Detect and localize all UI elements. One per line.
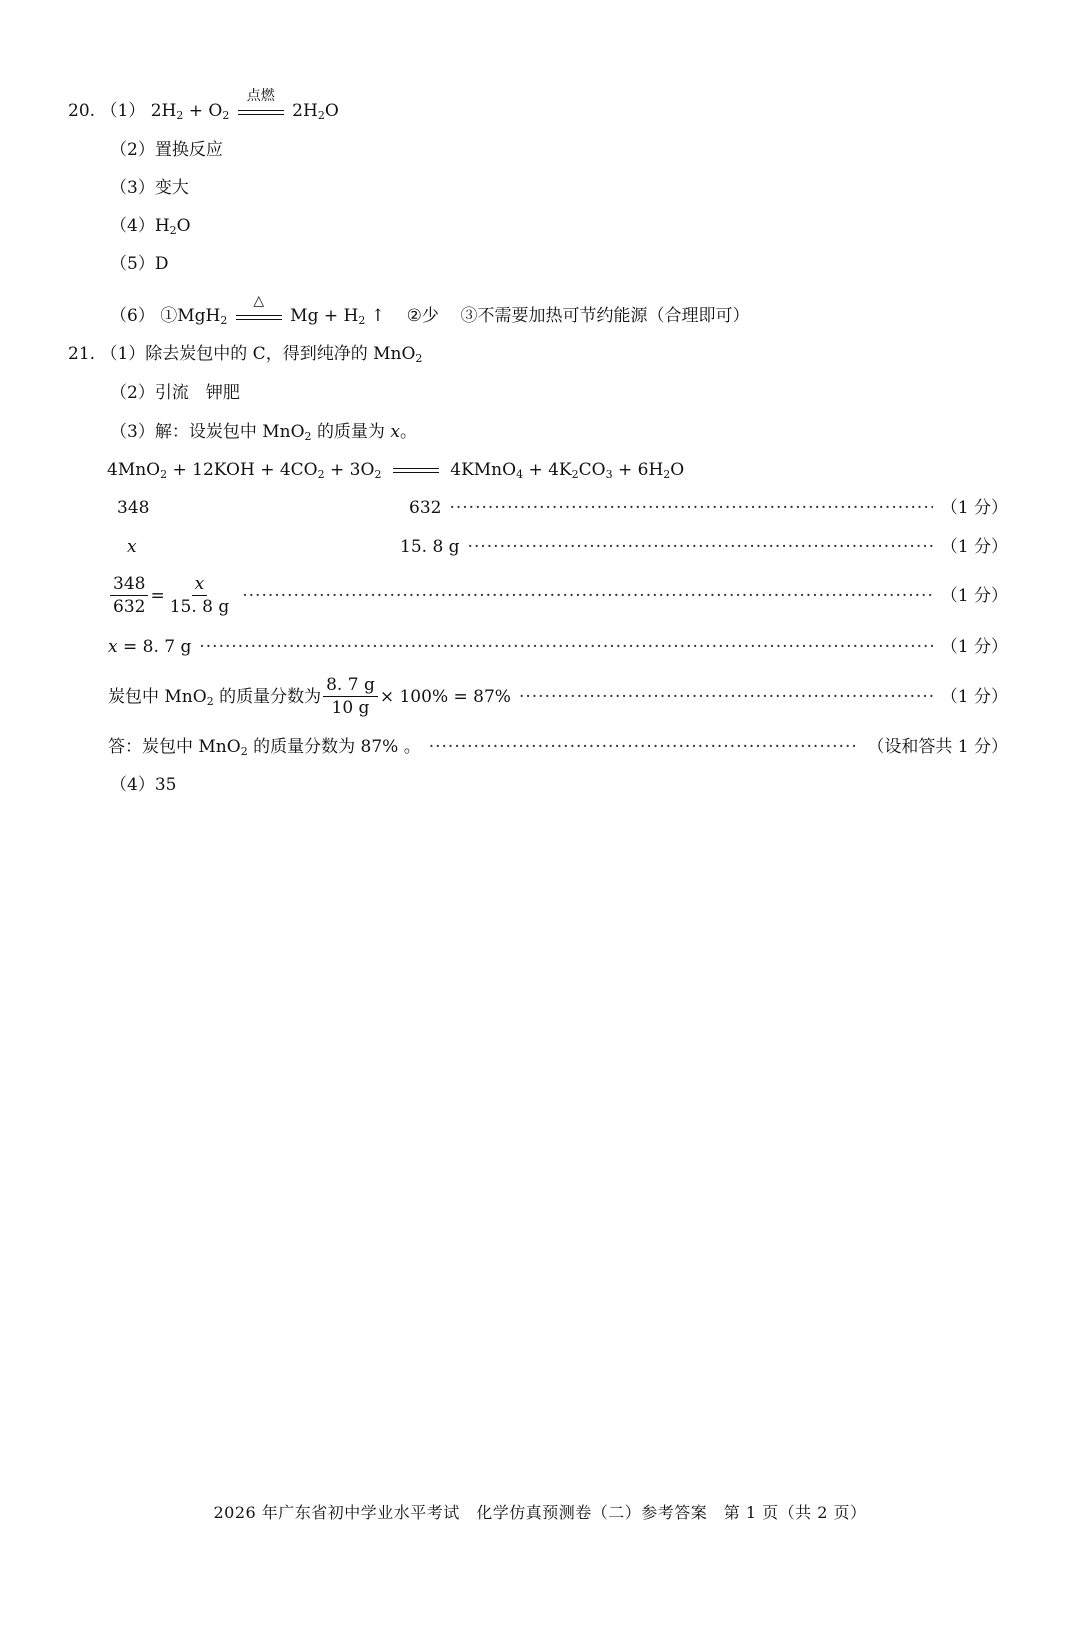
- q20-p2-label: （2）: [110, 140, 155, 160]
- q20-p1-label: （1）: [100, 101, 146, 121]
- q20-p1-eq-left: $2H_2 + O_2$: [150, 101, 230, 122]
- q20-part2: [110, 139, 223, 161]
- page-footer: 2026 年广东省初中学业水平考试 化学仿真预测卷（二）参考答案 第 1 页（共 2 页）: [213, 1503, 867, 1522]
- score-mark: （1 分）: [940, 686, 1008, 707]
- mass-fraction-text: 炭包中 MnO$_2$ 的质量分数为: [108, 686, 322, 708]
- q21-part2: [110, 382, 240, 404]
- q20-p6-c: ③不需要加热可节约能源（合理即可）: [460, 306, 750, 326]
- q21-p2-text: 引流 钾肥: [154, 383, 240, 403]
- q21-p2-label: （2）: [110, 383, 155, 403]
- q21-p4-label: （4）: [110, 775, 155, 795]
- q20-part5: [110, 253, 168, 275]
- q21-part1: [68, 343, 422, 365]
- mass-fraction-row: [108, 674, 1008, 719]
- q21-p1-label: （1）: [100, 344, 146, 364]
- var-row: [0, 536, 1008, 558]
- q20-p5-text: D: [154, 254, 169, 274]
- proportion-row: [108, 573, 1008, 618]
- chemical-equation: $4MnO_2 + 12KOH + 4CO_2 + 3O_2$ 4KMnO$_4$ + $4K_2CO_3 + 6H_2O$: [107, 460, 685, 481]
- q20-number: 20.: [68, 101, 96, 121]
- reaction-condition-ignite: 点燃: [238, 108, 284, 115]
- equals-sign: =: [150, 585, 165, 606]
- score-mark: （1 分）: [940, 637, 1008, 657]
- answer-text: 答：炭包中 MnO$_2$ 的质量分数为 87% 。: [108, 737, 421, 758]
- ratio-left: 348: [117, 498, 150, 518]
- q20-p6-b: ②少: [406, 306, 439, 326]
- q20-p6-label: （6）: [110, 306, 155, 326]
- q20-p4-label: （4）: [110, 216, 155, 236]
- leader-dots: [242, 585, 933, 607]
- score-mark: （1 分）: [940, 537, 1008, 557]
- leader-dots: [468, 536, 933, 558]
- var-right: 15. 8 g: [400, 537, 460, 557]
- score-mark: （设和答共 1 分）: [867, 737, 1008, 757]
- q20-part3: [110, 177, 189, 199]
- score-mark: （1 分）: [940, 585, 1008, 606]
- q20-p6-products: $Mg + H_2$ ↑: [290, 306, 385, 327]
- q20-part6: [110, 293, 750, 327]
- q20-p4-text: $H_2O$: [154, 216, 191, 237]
- q20-part1: [68, 88, 339, 122]
- q20-p2-text: 置换反应: [154, 140, 223, 160]
- q20-p3-label: （3）: [110, 178, 155, 198]
- q20-p6-equation: ①MgH$_2$: [160, 306, 228, 327]
- result-row: [108, 636, 1008, 658]
- leader-dots: [199, 636, 932, 658]
- equals-double-bar: [393, 468, 439, 473]
- q20-part4: [110, 215, 191, 237]
- q21-p4-text: 35: [154, 775, 177, 795]
- q21-p1-text: 除去炭包中的 C，得到纯净的 MnO$_2$: [145, 344, 423, 365]
- percentage-result: × 100% = 87%: [379, 686, 511, 707]
- ratio-right: 632: [409, 498, 442, 518]
- q21-p3-label: （3）: [110, 422, 155, 442]
- result-value: x = 8. 7 g: [108, 637, 192, 657]
- score-mark: （1 分）: [940, 498, 1008, 518]
- fraction-348-632: $\frac{348}{632}$: [110, 573, 148, 618]
- fraction-8.7-10: $\frac{8. 7 g}{10 g}$: [323, 674, 378, 719]
- leader-dots: [429, 736, 860, 758]
- q20-p3-text: 变大: [154, 178, 189, 198]
- leader-dots: [449, 497, 932, 519]
- answer-row: [108, 736, 1008, 758]
- leader-dots: [519, 686, 933, 708]
- fraction-x-15.8: $\frac{x}{15. 8 g}$: [169, 574, 230, 617]
- q21-part4: [110, 774, 176, 796]
- q21-part3: [110, 421, 417, 443]
- ratio-row: [0, 497, 1008, 519]
- var-left: x: [127, 537, 137, 557]
- reaction-condition-heat: △: [236, 313, 282, 320]
- q21-p3-text: 解：设炭包中 MnO$_2$ 的质量为 x。: [154, 422, 417, 443]
- gas-arrow-icon: ↑: [370, 306, 385, 326]
- q20-p1-eq-right: $2H_2O$: [292, 101, 339, 122]
- q20-p5-label: （5）: [110, 254, 155, 274]
- q21-number: 21.: [68, 344, 96, 364]
